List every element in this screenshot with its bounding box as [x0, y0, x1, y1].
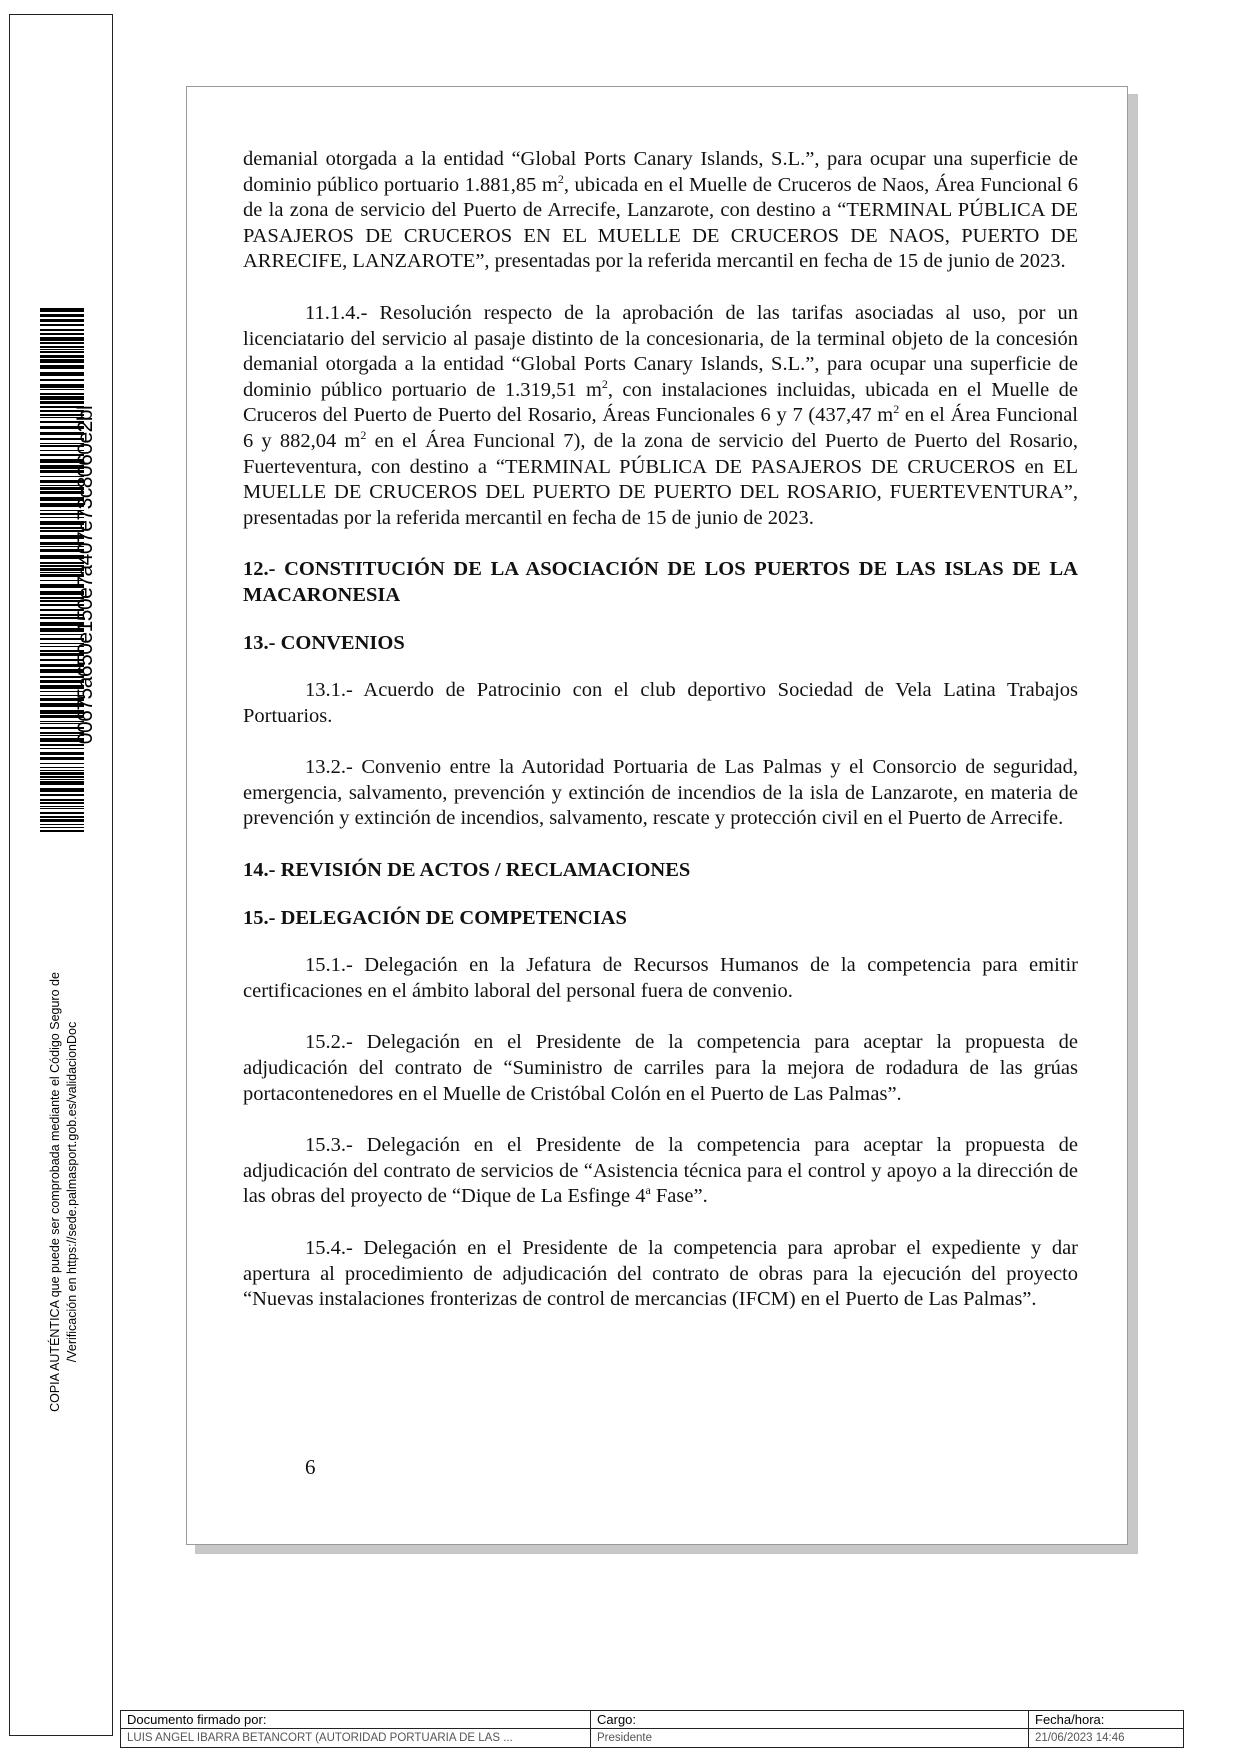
barcode-bar — [40, 324, 84, 326]
barcode-bar — [40, 779, 84, 780]
heading-section-15: 15.- DELEGACIÓN DE COMPETENCIAS — [243, 906, 627, 929]
paragraph-11-1-4: 11.1.4.- Resolución respecto de la aprobación de las tarifas asociadas al uso, por un licenciatario del servicio al pasaje distinto de la concesionaria, de la terminal objeto de la concesión demanial otorgada a la entidad “Global Ports Canary Islands, S.L.”, para ocupar una superficie de dominio público portuario de 1.319,51 $m^2$, con instalaciones incluidas, ubicada en el Muelle de Cruceros del Puerto de Puerto del Rosario, Áreas Funcionales 6 y 7 (437,47 $m^2$ en el Área Funcional 6 y 882,04 $m^2$ en el Área Funcional 7), de la zona de servicio del Puerto de Puerto del Rosario, Fuerteventura, con destino a “TERMINAL PÚBLICA DE PASAJEROS DE CRUCEROS en EL MUELLE DE CRUCEROS DEL PUERTO DE PUERTO DEL ROSARIO, FUERTEVENTURA”, presentadas por la referida mercantil en fecha de 15 de junio de 2023. — [243, 301, 1079, 529]
role-label: Cargo: — [591, 1711, 1029, 1729]
datetime-value: 21/06/2023 14:46 — [1035, 1732, 1125, 1744]
verification-line-1: COPIA AUTÉNTICA que puede ser comprobada mediante el Código Seguro de — [48, 972, 62, 1412]
role-value: Presidente — [591, 1729, 1029, 1747]
barcode-bar — [40, 812, 84, 814]
barcode-bar — [40, 349, 84, 350]
barcode-bar — [40, 808, 84, 809]
paragraph-15-4: 15.4.- Delegación en el Presidente de la competencia para aprobar el expediente y dar apertura al procedimiento de adjudicación del contrato de obras para la ejecución del proyecto “Nuevas instalaciones fronterizas de control de mercancias (IFCM) en el Puerto de Las Palmas”. — [243, 1237, 1078, 1311]
barcode-bar — [40, 329, 84, 331]
barcode-bar — [40, 308, 84, 312]
page-content — [243, 147, 1078, 1339]
barcode-bar — [40, 794, 84, 796]
paragraph-13-2: 13.2.- Convenio entre la Autoridad Portuaria de Las Palmas y el Consorcio de seguridad, emergencia, salvamento, prevención y extinción de incendios de la isla de Lanzarote, en materia de prevención y extinción de incendios, salvamento, rescate y protección civil en el Puerto de Arrecife. — [243, 756, 1078, 830]
barcode-bar — [40, 819, 84, 822]
verification-strip — [9, 14, 113, 1736]
heading-section-12: 12.- CONSTITUCIÓN DE LA ASOCIACIÓN DE LOS PUERTOS DE LAS ISLAS DE LA MACARONESIA — [243, 558, 1078, 606]
paragraph-13-1: 13.1.- Acuerdo de Patrocinio con el club deportivo Sociedad de Vela Latina Trabajos Portuarios. — [243, 679, 1078, 727]
barcode-bar — [40, 827, 84, 828]
barcode-bar — [40, 781, 84, 785]
barcode-bar — [40, 802, 84, 804]
datetime-label: Fecha/hora: — [1029, 1711, 1183, 1729]
paragraph-15-2: 15.2.- Delegación en el Presidente de la competencia para aceptar la propuesta de adjudicación del contrato de “Suministro de carriles para la mejora de rodadura de las grúas portacontenedores en el Muelle de Cristóbal Colón en el Puerto de Las Palmas”. — [243, 1031, 1078, 1105]
verification-line-2: /Verificación en https://sede.palmasport.gob.es/validacionDoc — [65, 1021, 79, 1363]
barcode-bar — [40, 337, 84, 341]
barcode-bar — [40, 365, 84, 369]
barcode-bar — [40, 806, 84, 807]
signed-by-label: Documento firmado por: — [121, 1711, 591, 1729]
document-page — [186, 86, 1128, 1545]
barcode-bar — [40, 314, 84, 317]
barcode-bar — [40, 342, 84, 344]
signed-by-value: LUIS ANGEL IBARRA BETANCORT (AUTORIDAD PORTUARIA DE LAS ... — [121, 1729, 591, 1747]
paragraph-11-1-3-continued: demanial otorgada a la entidad “Global Ports Canary Islands, S.L.”, para ocupar una superficie de dominio público portuario 1.881,85 $m^2$, ubicada en el Muelle de Cruceros de Naos, Área Funcional 6 de la zona de servicio del Puerto de Arrecife, Lanzarote, con destino a “TERMINAL PÚBLICA DE PASAJEROS DE CRUCEROS EN EL MUELLE DE CRUCEROS DE NAOS, PUERTO DE ARRECIFE, LANZAROTE”, presentadas por la referida mercantil en fecha de 15 de junio de 2023. — [243, 148, 1078, 273]
barcode-bar — [40, 351, 84, 353]
barcode-bar — [40, 799, 84, 801]
page-number: 6 — [305, 1455, 316, 1479]
barcode-bar — [40, 359, 84, 363]
barcode-bar — [40, 816, 84, 818]
barcode-bar — [40, 355, 84, 358]
heading-section-13: 13.- CONVENIOS — [243, 631, 405, 654]
barcode-bar — [40, 346, 84, 348]
barcode-bar — [40, 333, 84, 335]
barcode-bar — [40, 319, 84, 322]
heading-section-14: 14.- REVISIÓN DE ACTOS / RECLAMACIONES — [243, 859, 691, 882]
barcode-bar — [40, 788, 84, 792]
barcode-bar — [40, 824, 84, 825]
verification-notice — [47, 962, 81, 1422]
csv-code: 00675a650e150e7a407e73c8060e2bl — [74, 405, 97, 745]
barcode-bar — [40, 830, 84, 832]
signature-table — [120, 1710, 1184, 1748]
barcode-bar — [40, 776, 84, 778]
paragraph-15-1: 15.1.- Delegación en la Jefatura de Recursos Humanos de la competencia para emitir certificaciones en el ámbito laboral del personal fuera de convenio. — [243, 954, 1078, 1002]
paragraph-15-3: 15.3.- Delegación en el Presidente de la competencia para aceptar la propuesta de adjudicación del contrato de servicios de “Asistencia técnica para el control y apoyo a la dirección de las obras del proyecto de “Dique de La Esfinge 4$^a$ Fase”. — [243, 1134, 1078, 1208]
